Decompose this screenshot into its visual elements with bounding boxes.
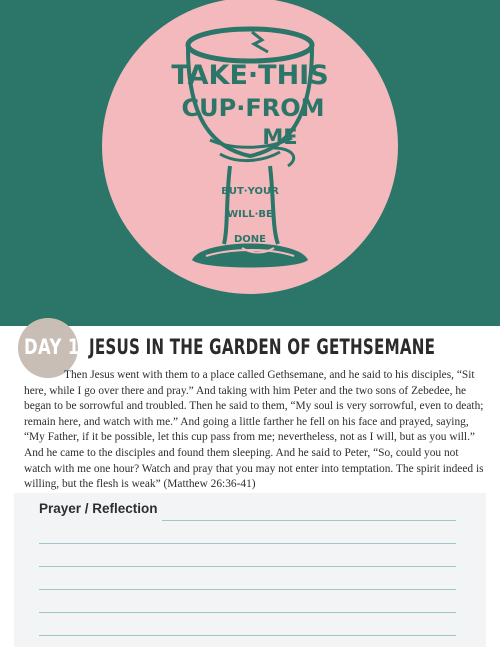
day-label: DAY 1: [24,335,87,359]
scripture-passage: Then Jesus went with them to a place called Gethsemane, and he said to his disciples, “Sit here, while I go over there and pray.” And taking with him Peter and the two sons of Zebedee, he began to be sorrowful and troubled. Then he said to them, “My soul is very sorrowful, even to death; remain here, and watch with me.” And going a little farther he fell on his face and prayed, saying, “My Father, if it be possible, let this cup pass from me; nevertheless, not as I will, but as you will.” And he came to the disciples and found them sleeping. And he said to Peter, “So, could you not watch with me one hour? Watch and pray that you may not enter into temptation. The spirit indeed is willing, but the flesh is weak” (Matthew 26:36-41) [24,369,484,491]
art-line-4: BUT·YOUR [221,186,279,197]
section-heading [24,331,500,363]
art-line-1: TAKE·THIS [171,60,329,91]
art-line-5: WILL·BE [227,209,273,220]
art-line-3: ME [262,125,298,149]
writing-line[interactable] [39,566,456,567]
writing-line[interactable] [39,612,456,613]
section-title: JESUS IN THE GARDEN OF GETHSEMANE [89,335,436,359]
writing-line[interactable] [39,543,456,544]
reflection-label: Prayer / Reflection [39,501,158,516]
writing-line[interactable] [162,520,456,521]
writing-line[interactable] [39,589,456,590]
art-line-2: CUP·FROM [181,94,325,122]
reflection-box [14,493,486,647]
chalice-illustration [102,0,398,294]
writing-line[interactable] [39,635,456,636]
art-line-6: DONE [233,234,267,245]
